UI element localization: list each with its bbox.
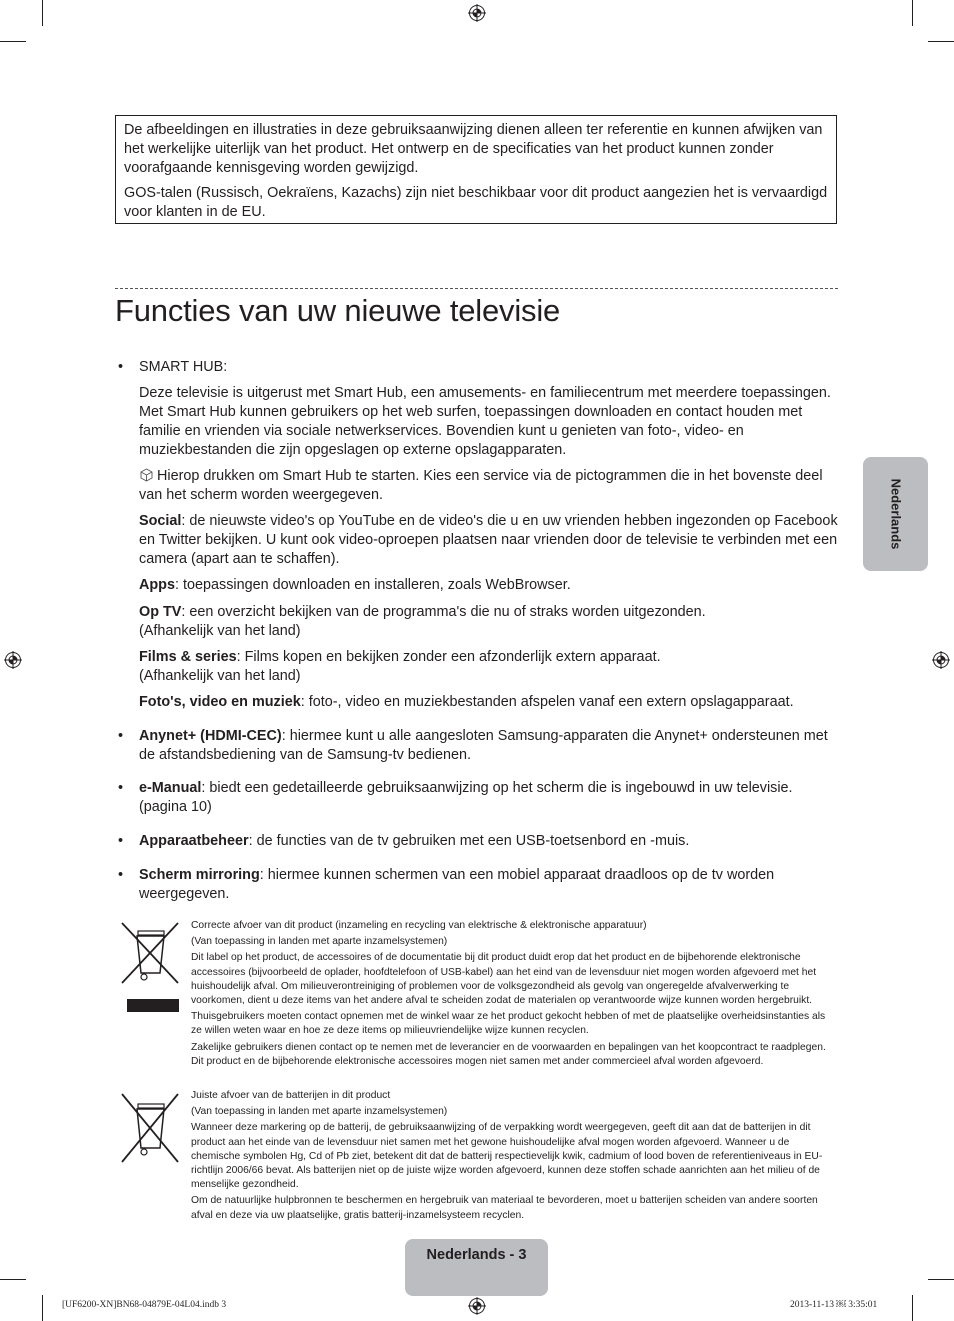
list-item-mirroring: • Scherm mirroring: hiermee kunnen schermen van een mobiel apparaat draadloos op de tv worden weergegeven. xyxy=(118,867,775,902)
section-divider xyxy=(115,288,838,289)
smart-hub-description: Deze televisie is uitgerust met Smart Hub, een amusements- en familiecentrum met meerdere toepassingen. Met Smart Hub kunnen gebruikers op het web surfen, toepassingen downloaden en contact houden met familie en vrienden via sociale netwerkservices. Bovendien kunt u genieten van foto-, video- en muziekbestanden die zijn opgeslagen op externe opslagapparaten. xyxy=(139,385,831,458)
crop-mark xyxy=(928,41,954,42)
emanual-label: e-Manual xyxy=(139,780,202,796)
registration-mark-icon xyxy=(4,651,22,669)
disclaimer-box xyxy=(115,115,837,224)
page-title: Functies van uw nieuwe televisie xyxy=(115,293,561,328)
bullet: • xyxy=(118,359,124,375)
crop-mark xyxy=(0,1279,26,1280)
smart-hub-press-text: Hierop drukken om Smart Hub te starten. Kies een service via de pictogrammen die in het bovenste deel van het scherm worden weergegeven. xyxy=(139,468,823,503)
crop-mark xyxy=(912,0,913,26)
weee-subtitle: (Van toepassing in landen met aparte inzamelsystemen) xyxy=(191,936,448,948)
battery-notice: Juiste afvoer van de batterijen in dit product (Van toepassing in landen met aparte inzamelsystemen) Wanneer deze markering op de batterij, de gebruiksaanwijzing of de verpakking wordt weergegeven, geeft dit aan dat de batterijen in dit product aan het einde van de levensduur niet samen met het gewone huishoudelijke afval mogen worden afgevoerd. Wanneer u de chemische symbolen Hg, Cd of Pb ziet, betekent dit dat de batterij respectievelijk kwik, cadmium of lood boven de referentieniveaus in EU-richtlijn 2006/66 bevat. Als batterijen niet op de juiste wijze worden afgevoerd, kunnen deze stoffen schade aanrichten aan het milieu of de menselijke gezondheid. Om de natuurlijke hulpbronnen te beschermen en hergebruik van materiaal te bevorderen, moet u batterijen scheiden van andere soorten afval en deze via uw plaatselijke, gratis batterij-inzamelsysteem recyclen. xyxy=(191,1089,836,1223)
smart-hub-button-icon xyxy=(139,468,154,482)
battery-title: Juiste afvoer van de batterijen in dit product xyxy=(191,1090,391,1101)
list-item-anynet: • Anynet+ (HDMI-CEC): hiermee kunt u alle aangesloten Samsung-apparaten die Anynet+ ondersteunen met de afstandsbediening van de Samsung-tv bedienen. xyxy=(118,728,828,763)
films-note: (Afhankelijk van het land) xyxy=(139,668,301,684)
cis-language-note: GOS-talen (Russisch, Oekraïens, Kazachs) zijn niet beschikbaar voor dit product aangezien het is vervaardigd voor klanten in de EU. xyxy=(124,185,828,220)
fotos-label: Foto's, video en muziek xyxy=(139,694,301,710)
films-label: Films & series xyxy=(139,649,237,665)
weee-title: Correcte afvoer van dit product (inzameling en recycling van elektrische & elektronische apparatuur) xyxy=(191,920,647,931)
page-number-tab xyxy=(405,1239,548,1296)
anynet-label: Anynet+ (HDMI-CEC) xyxy=(139,728,282,744)
crop-mark xyxy=(42,1295,43,1321)
footer-timestamp: 2013-11-13 ￼ 3:35:01 xyxy=(790,1300,878,1310)
crop-mark xyxy=(912,1295,913,1321)
disclaimer-text: De afbeeldingen en illustraties in deze gebruiksaanwijzing dienen alleen ter referentie en kunnen afwijken van het werkelijke uiterlijk van het product. Het ontwerp en de specificaties van het product kunnen zonder voorafgaande kennisgeving worden gewijzigd. xyxy=(124,122,823,176)
crop-mark xyxy=(0,41,26,42)
mirroring-label: Scherm mirroring xyxy=(139,867,260,883)
registration-mark-icon xyxy=(932,651,950,669)
page-number: Nederlands - 3 xyxy=(426,1247,527,1263)
feature-list xyxy=(115,358,838,904)
social-label: Social xyxy=(139,513,182,529)
op-tv-label: Op TV xyxy=(139,604,182,620)
crop-mark xyxy=(42,0,43,26)
battery-subtitle: (Van toepassing in landen met aparte inzamelsystemen) xyxy=(191,1106,448,1118)
crop-mark xyxy=(928,1279,954,1280)
smart-hub-label: SMART HUB xyxy=(139,359,224,375)
list-item-apparaatbeheer: • Apparaatbeheer: de functies van de tv gebruiken met een USB-toetsenbord en -muis. xyxy=(118,833,690,849)
crossed-out-wheelie-bin-icon xyxy=(120,921,182,1013)
footer-file-info: [UF6200-XN]BN68-04879E-04L04.indb 3 xyxy=(62,1300,227,1310)
emanual-note: (pagina 10) xyxy=(139,799,212,815)
crossed-out-battery-bin-icon xyxy=(120,1092,182,1164)
registration-mark-icon xyxy=(468,4,486,22)
list-item-emanual: • e-Manual: biedt een gedetailleerde gebruiksaanwijzing op het scherm die is ingebouwd in uw televisie. (pagina 10) xyxy=(115,779,838,817)
apps-label: Apps xyxy=(139,577,175,593)
apparaatbeheer-label: Apparaatbeheer xyxy=(139,833,249,849)
op-tv-note: (Afhankelijk van het land) xyxy=(139,623,301,639)
registration-mark-icon xyxy=(468,1297,486,1315)
weee-notice: Correcte afvoer van dit product (inzameling en recycling van elektrische & elektronische apparatuur) (Van toepassing in landen met aparte inzamelsystemen) Dit label op het product, de accessoires of de documentatie bij dit product duidt erop dat het product en de bijbehorende elektronische accessoires (bijvoorbeeld de oplader, hoofdtelefoon of USB-kabel) aan het eind van de levensduur niet mogen worden afgevoerd met het huishoudelijk afval. Om milieuverontreiniging of problemen voor de volksgezondheid als gevolg van ongeregelde afvalverwerking te voorkomen, dient u deze items van het andere afval te scheiden zodat de materialen op verantwoorde wijze kunnen worden hergebruikt. Thuisgebruikers moeten contact opnemen met de winkel waar ze het product gekocht hebben of met de plaatselijke overheidsinstanties als ze willen weten waar en hoe ze deze items op milieuvriendelijke wijze kunnen recyclen. Zakelijke gebruikers dienen contact op te nemen met de leverancier en de voorwaarden en bepalingen van het koopcontract te raadplegen. Dit product en de bijbehorende elektronische accessoires mogen niet samen met ander commercieel afval worden afgevoerd. xyxy=(191,919,836,1069)
language-side-tab: Nederlands xyxy=(863,457,928,571)
list-item-smart-hub: • SMART HUB: Deze televisie is uitgerust met Smart Hub, een amusements- en familiecentrum met meerdere toepassingen. Met Smart Hub kunnen gebruikers op het web surfen, toepassingen downloaden en contact houden met familie en vrienden via sociale netwerkservices. Bovendien kunt u genieten van foto-, video- en muziekbestanden die zijn opgeslagen op externe opslagapparaten. Hierop drukken om Smart Hub te starten. Kies een service via de pictogrammen die in het bovenste deel van het scherm worden weergegeven. Social: de nieuwste video's op YouTube en de video's die u en uw vrienden hebben ingezonden op Facebook en Twitter bekijken. U kunt ook video-oproepen plaatsen naar vrienden door de televisie te verbinden met een camera (apart aan te schaffen). Apps: toepassingen downloaden en installeren, zoals WebBrowser. Op TV: een overzicht bekijken van de programma's die nu of straks worden uitgezonden. (Afhankelijk van het land) Films & series: Films kopen en bekijken zonder een afzonderlijk extern apparaat. (Afhankelijk van het land) Foto's, video en muziek: foto-, video en muziekbestanden afspelen vanaf een extern opslagapparaat. xyxy=(118,359,838,710)
